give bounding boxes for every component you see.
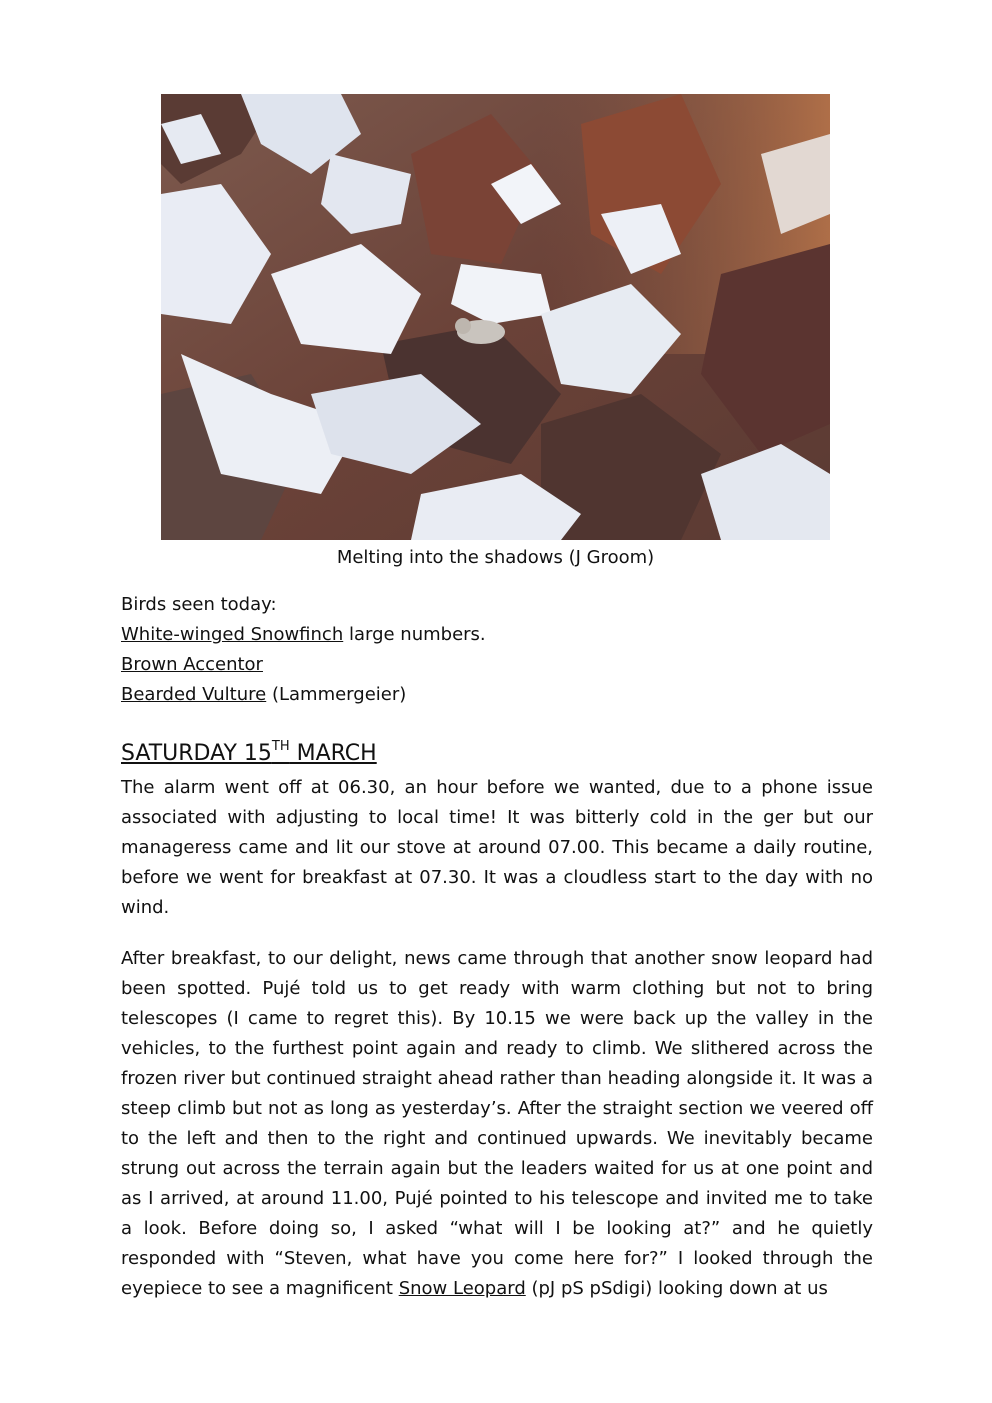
bird-name: Bearded Vulture — [121, 684, 267, 705]
paragraph — [121, 773, 873, 923]
birds-list — [121, 590, 873, 710]
snow-leopard-photo — [161, 94, 830, 540]
paragraph — [121, 944, 873, 1304]
species-name: Snow Leopard — [398, 1278, 526, 1299]
paragraph-text-end: (pJ pS pSdigi) looking down at us — [525, 1278, 828, 1299]
list-item — [121, 680, 873, 710]
bird-name: Brown Accentor — [121, 654, 263, 675]
paragraph-text — [121, 944, 873, 1304]
bird-note: large numbers. — [343, 624, 486, 645]
list-item — [121, 620, 873, 650]
bird-name: White-winged Snowfinch — [121, 624, 344, 645]
bird-note: (Lammergeier) — [266, 684, 407, 705]
paragraph-text: The alarm went off at 06.30, an hour before we wanted, due to a phone issue associated with adjusting to local time! It was bitterly cold in the ger but our manageress came and lit our stove at around 07.00. This became a daily routine, before we went for breakfast at 07.30. It was a cloudless start to the day with no wind. — [121, 777, 873, 918]
birds-heading: Birds seen today: — [121, 594, 277, 615]
paragraph-text-start: After breakfast, to our delight, news came through that another snow leopard had been spotted. Pujé told us to get ready with warm clothing but not to bring telescopes (I came to regret this). By 10.15 we were back up the valley in the vehicles, to the furthest point again and ready to climb. We slithered across the frozen river but continued straight ahead rather than heading alongside it. It was a steep climb but not as long as yesterday’s. After the straight section we veered off to the left and then to the right and continued upwards. We inevitably became strung out across the terrain again but the leaders waited for us at one point and as I arrived, at around 11.00, Pujé pointed to his telescope and invited me to take a look. Before doing so, I asked “what will I be looking at?” and he quietly responded with “Steven, what have you come here for?” I looked through the eyepiece to see a magnificent — [121, 948, 873, 1299]
day-heading — [121, 737, 377, 771]
day-heading-month: MARCH — [289, 741, 377, 766]
snow-leopard-rock-photo-icon — [161, 94, 830, 540]
day-heading-date: SATURDAY 15 — [121, 741, 272, 766]
photo-caption: Melting into the shadows (J Groom) — [336, 547, 655, 568]
day-heading-ordinal: TH — [271, 738, 290, 754]
list-item — [121, 650, 873, 680]
